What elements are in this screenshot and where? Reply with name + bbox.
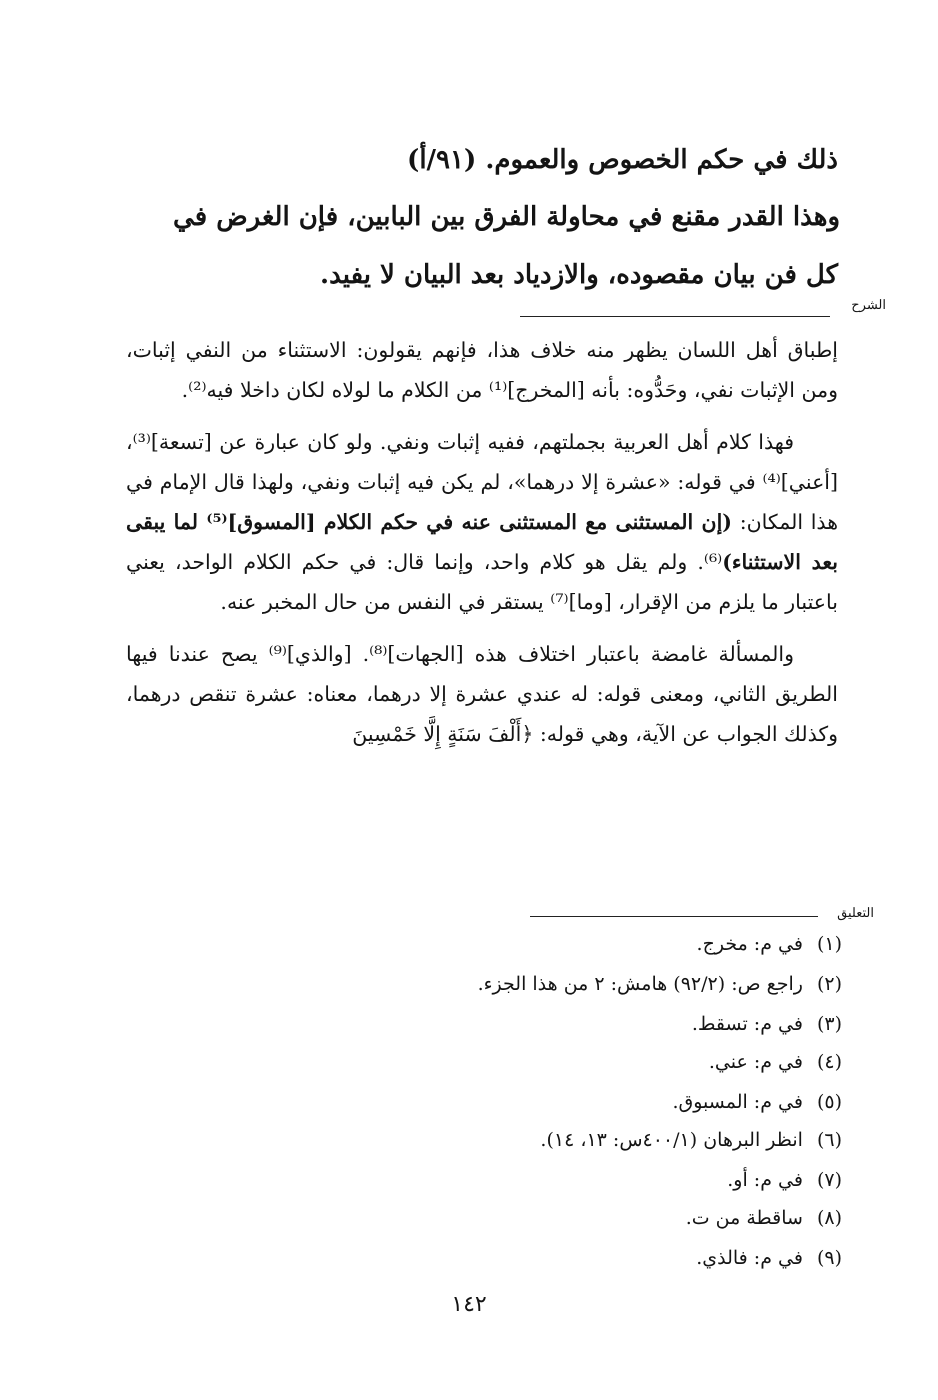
sharh-paragraph-3: والمسألة غامضة باعتبار اختلاف هذه [الجهات]⁽⁸⁾. [والذي]⁽⁹⁾ يصح عندنا فيها الطريق الثاني، ومعنى قوله: له عندي عشرة إلا درهما، معناه: عشرة تنقص درهما، وكذلك الجواب عن الآية، وهي قوله: ﴿أَلْفَ سَنَةٍ إِلَّا خَمْسِينَ: [126, 642, 838, 746]
sharh-body: [126, 330, 838, 754]
footnote-number: (٤): [816, 1051, 842, 1073]
footnote-number: (٢): [816, 973, 842, 995]
footnote-number: (٣): [816, 1013, 842, 1035]
footnote-number: (٥): [816, 1091, 842, 1113]
matn-line-3: كل فن بيان مقصوده، والازدياد بعد البيان لا يفيد.: [320, 260, 838, 290]
footnote-7: [727, 1168, 842, 1192]
footnote-8: [686, 1206, 842, 1230]
matn-line-2: وهذا القدر مقنع في محاولة الفرق بين البابين، فإن الغرض في: [173, 202, 840, 232]
footnote-text: ساقطة من ت.: [685, 1207, 803, 1229]
matn-line-1: ذلك في حكم الخصوص والعموم. (٩١/أ): [407, 145, 838, 175]
notes-label: التعليق: [837, 906, 874, 921]
sharh-label: الشرح: [851, 298, 886, 313]
footnote-text: في م: تسقط.: [691, 1013, 803, 1035]
notes-divider: [530, 916, 818, 917]
sharh-paragraph-2: [126, 422, 838, 622]
footnote-text: في م: مخرج.: [696, 933, 803, 955]
footnote-5: [672, 1090, 842, 1114]
sharh-divider: [520, 316, 830, 317]
footnote-text: في م: أو.: [727, 1169, 803, 1191]
footnote-number: (١): [816, 933, 842, 955]
footnote-number: (٦): [816, 1129, 842, 1151]
footnote-text: انظر البرهان (٤٠٠/١س: ١٣، ١٤).: [540, 1129, 803, 1151]
footnote-text: في م: عني.: [708, 1051, 803, 1073]
footnote-text: في م: فالذي.: [696, 1247, 803, 1269]
footnote-text: في م: المسبوق.: [672, 1091, 803, 1113]
sharh-paragraph-2-text-a: فهذا كلام أهل العربية بجملتهم، ففيه إثبات ونفي. ولو كان عبارة عن [تسعة]⁽³⁾، [أعني]⁽⁴⁾ في قوله: «عشرة إلا درهما»، لم يكن فيه إثبات ونفي، ولهذا قال الإمام في هذا المكان:: [126, 430, 839, 534]
footnote-4: [709, 1050, 842, 1074]
footnote-number: (٨): [816, 1207, 842, 1229]
footnote-1: [697, 932, 842, 956]
imam-quote: (إن المستثنى مع المستثنى عنه في حكم الكلام [المسوق]⁽⁵⁾ لما يبقى بعد الاستثناء): [126, 510, 838, 574]
footnote-6: [540, 1128, 842, 1152]
footnote-number: (٧): [816, 1169, 842, 1191]
sharh-paragraph-2-text-c: ⁽⁶⁾. ولم يقل هو كلام واحد، وإنما قال: في حكم الكلام الواحد، يعني باعتبار ما يلزم من الإقرار، [وما]⁽⁷⁾ يستقر في النفس من حال المخبر عنه.: [126, 550, 838, 614]
footnote-number: (٩): [816, 1247, 842, 1269]
page-number: ١٤٢: [451, 1292, 487, 1317]
footnote-text: راجع ص: (٩٢/٢) هامش: ٢ من هذا الجزء.: [477, 973, 803, 995]
sharh-paragraph-1: إطباق أهل اللسان يظهر منه خلاف هذا، فإنهم يقولون: الاستثناء من النفي إثبات، ومن الإثبات نفي، وحَدُّوه: بأنه [المخرج]⁽¹⁾ من الكلام ما لولاه لكان داخلا فيه⁽²⁾.: [126, 338, 838, 402]
footnote-2: [478, 972, 842, 996]
footnote-9: [696, 1246, 842, 1270]
footnote-3: [692, 1012, 842, 1036]
